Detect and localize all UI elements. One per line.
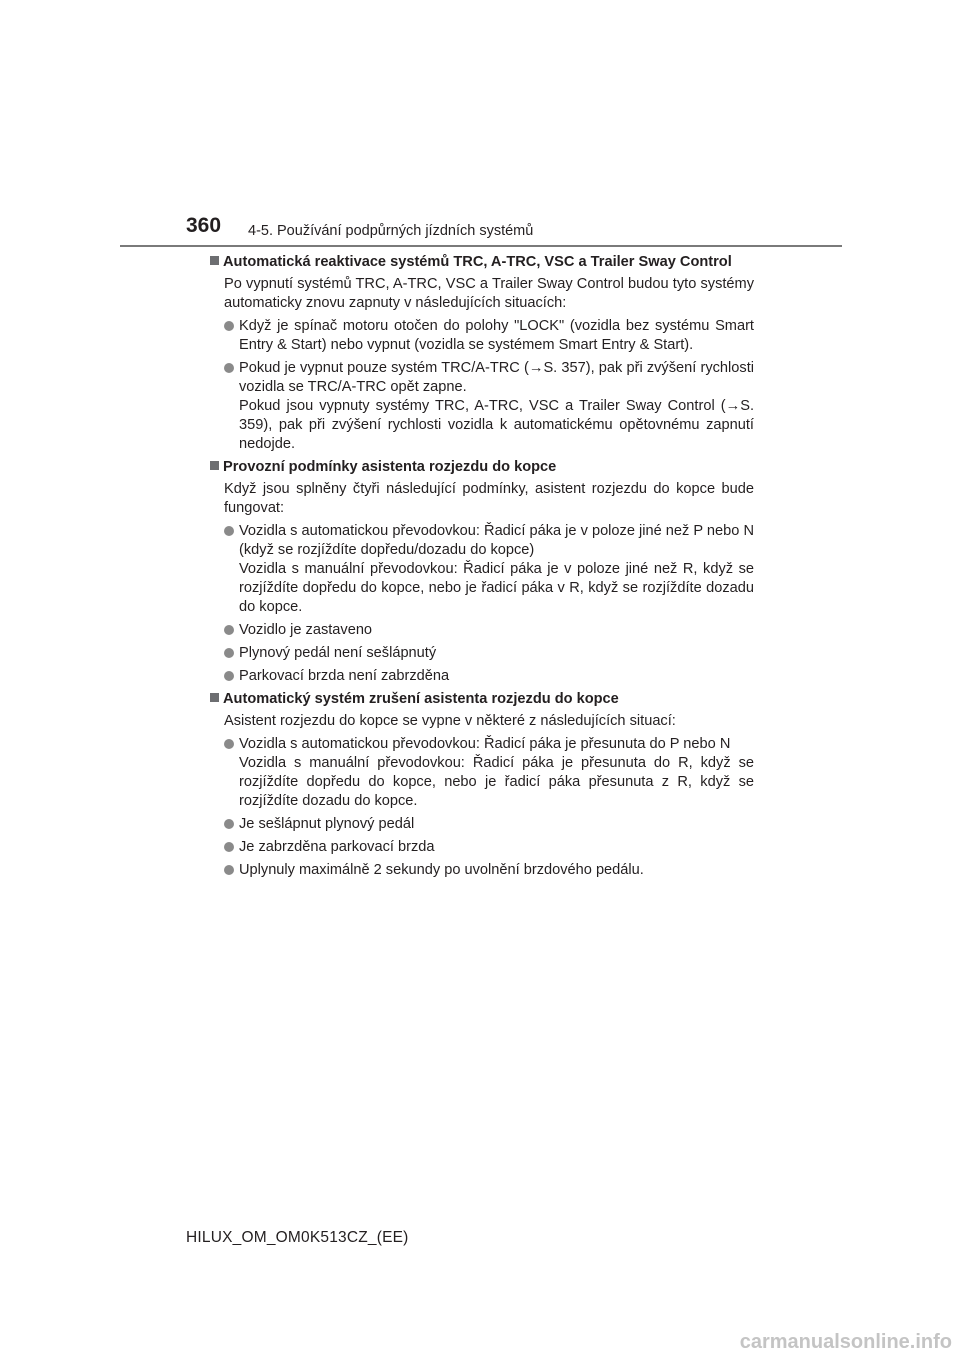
list-item-text: Pokud je vypnut pouze systém TRC/A-TRC (→S. 357), pak při zvýšení rychlosti vozidla se TRC/A-TRC opět zapne. bbox=[239, 360, 754, 395]
section bbox=[210, 690, 754, 880]
list-item-body bbox=[239, 667, 754, 686]
square-bullet-icon bbox=[210, 256, 219, 265]
list-item-text: Pokud jsou vypnuty systémy TRC, A-TRC, VSC a Trailer Sway Control (→S. 359), pak při zvýšení rychlosti vozidla k automatickému opětovnému zapnutí nedojde. bbox=[239, 398, 754, 452]
list-item bbox=[224, 838, 754, 857]
list-item-body bbox=[239, 522, 754, 617]
list-item-body bbox=[239, 317, 754, 355]
list-item-text: Plynový pedál není sešlápnutý bbox=[239, 645, 437, 661]
circle-bullet-icon bbox=[224, 739, 234, 749]
list-item bbox=[224, 861, 754, 880]
list-item-body bbox=[239, 838, 754, 857]
list-item-text: Je zabrzděna parkovací brzda bbox=[239, 839, 435, 855]
list-item bbox=[224, 667, 754, 686]
circle-bullet-icon bbox=[224, 819, 234, 829]
header-divider bbox=[120, 245, 842, 247]
list-item bbox=[224, 735, 754, 811]
list-item-body bbox=[239, 621, 754, 640]
chapter-title: 4-5. Používání podpůrných jízdních systémů bbox=[248, 223, 534, 239]
section-intro: Po vypnutí systémů TRC, A-TRC, VSC a Trailer Sway Control budou tyto systémy automaticky znovu zapnuty v následujících situacích: bbox=[224, 276, 754, 311]
section-intro: Když jsou splněny čtyři následující podmínky, asistent rozjezdu do kopce bude fungovat: bbox=[224, 481, 754, 516]
section-heading bbox=[210, 253, 754, 272]
list-item-text: Když je spínač motoru otočen do polohy "LOCK" (vozidla bez systému Smart Entry & Start) nebo vypnut (vozidla se systémem Smart Entry & Start). bbox=[239, 318, 754, 353]
list-item-text: Je sešlápnut plynový pedál bbox=[239, 816, 415, 832]
list-item bbox=[224, 644, 754, 663]
section bbox=[210, 458, 754, 686]
square-bullet-icon bbox=[210, 461, 219, 470]
document-code: HILUX_OM_OM0K513CZ_(EE) bbox=[186, 1229, 409, 1246]
section-heading-text: Automatický systém zrušení asistenta rozjezdu do kopce bbox=[223, 691, 619, 707]
list-item bbox=[224, 317, 754, 355]
list-item-text: Vozidla s automatickou převodovkou: Řadicí páka je přesunuta do P nebo N bbox=[239, 736, 731, 752]
list-item bbox=[224, 359, 754, 454]
section-heading-text: Provozní podmínky asistenta rozjezdu do kopce bbox=[223, 459, 557, 475]
list-item-text: Vozidla s manuální převodovkou: Řadicí páka je přesunuta do R, když se rozjíždíte dopředu do kopce, nebo je řadicí páka přesunuta z R, když se rozjíždíte dozadu do kopce. bbox=[239, 755, 754, 809]
list-item bbox=[224, 522, 754, 617]
circle-bullet-icon bbox=[224, 321, 234, 331]
circle-bullet-icon bbox=[224, 526, 234, 536]
section-heading bbox=[210, 458, 754, 477]
list-item-text: Parkovací brzda není zabrzděna bbox=[239, 668, 450, 684]
list-item-text: Uplynuly maximálně 2 sekundy po uvolnění brzdového pedálu. bbox=[239, 862, 644, 878]
circle-bullet-icon bbox=[224, 865, 234, 875]
watermark: carmanualsonline.info bbox=[739, 1331, 952, 1353]
page-content bbox=[210, 253, 754, 884]
list-item bbox=[224, 621, 754, 640]
list-item bbox=[224, 815, 754, 834]
list-item-body bbox=[239, 861, 754, 880]
square-bullet-icon bbox=[210, 693, 219, 702]
section-heading-text: Automatická reaktivace systémů TRC, A-TRC, VSC a Trailer Sway Control bbox=[223, 254, 732, 270]
list-item-text: Vozidla s manuální převodovkou: Řadicí páka je v poloze jiné než R, když se rozjíždíte dopředu do kopce, nebo je řadicí páka v R, když se rozjíždíte dozadu do kopce. bbox=[239, 561, 754, 615]
list-item-body bbox=[239, 359, 754, 454]
list-item-body bbox=[239, 815, 754, 834]
circle-bullet-icon bbox=[224, 625, 234, 635]
list-item-text: Vozidlo je zastaveno bbox=[239, 622, 373, 638]
section-heading bbox=[210, 690, 754, 709]
list-item-body bbox=[239, 644, 754, 663]
list-item-text: Vozidla s automatickou převodovkou: Řadicí páka je v poloze jiné než P nebo N (když se rozjíždíte dopředu/dozadu do kopce) bbox=[239, 523, 754, 558]
page-number: 360 bbox=[186, 214, 222, 237]
circle-bullet-icon bbox=[224, 363, 234, 373]
circle-bullet-icon bbox=[224, 842, 234, 852]
circle-bullet-icon bbox=[224, 648, 234, 658]
section bbox=[210, 253, 754, 454]
circle-bullet-icon bbox=[224, 671, 234, 681]
list-item-body bbox=[239, 735, 754, 811]
section-intro: Asistent rozjezdu do kopce se vypne v některé z následujících situací: bbox=[224, 713, 676, 729]
